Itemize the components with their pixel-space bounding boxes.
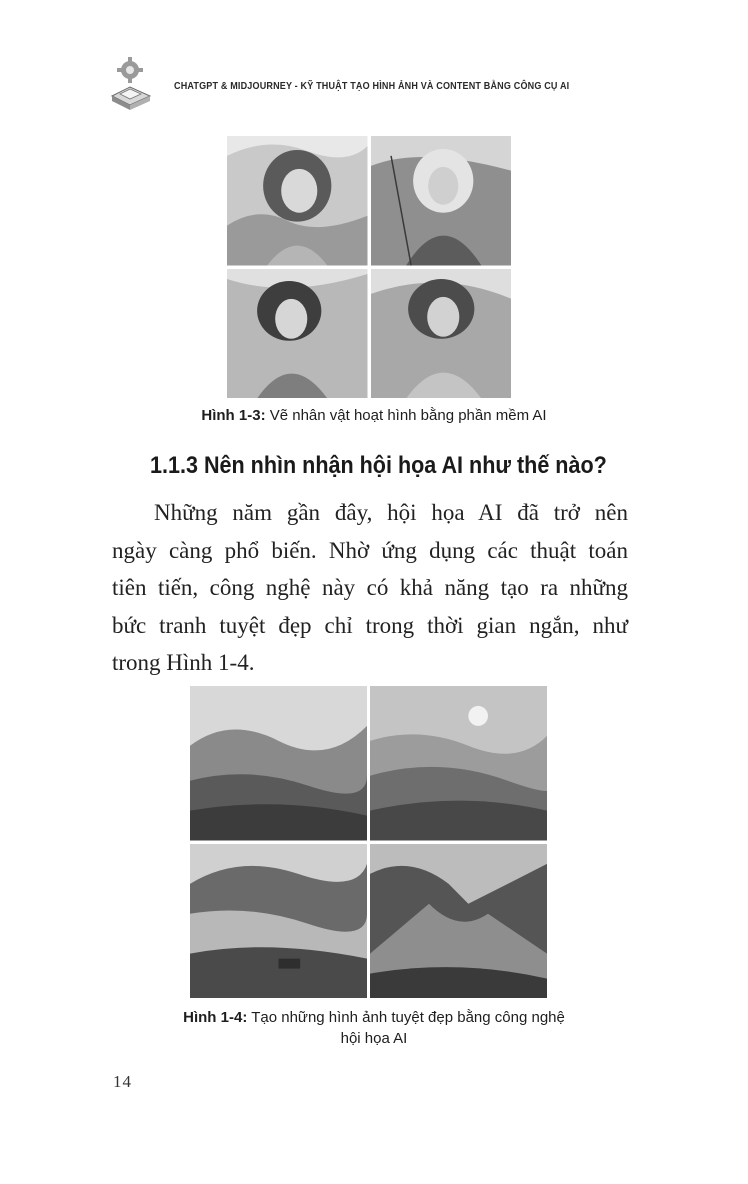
figure-1-4-caption	[90, 1007, 658, 1049]
running-title: CHATGPT & MIDJOURNEY - KỸ THUẬT TẠO HÌNH ẢNH VÀ CONTENT BẰNG CÔNG CỤ AI	[174, 80, 570, 92]
paragraph-line: tiên tiến, công nghệ này có khả năng tạo ra những	[112, 575, 628, 600]
paragraph-line: bức tranh tuyệt đẹp chỉ trong thời gian ngắn, như	[112, 612, 628, 638]
figure-1-3-caption	[100, 405, 648, 426]
figure-1-4-caption-label: Hình 1-4:	[183, 1009, 248, 1026]
figure-1-4-caption-line	[90, 1007, 658, 1028]
figure-1-3-caption-label: Hình 1-3:	[201, 407, 266, 424]
paragraph-line: ngày càng phổ biến. Nhờ ứng dụng các thuật toán	[112, 537, 628, 563]
anime-character-image	[371, 269, 512, 399]
anime-character-image	[371, 136, 512, 266]
landscape-image	[190, 686, 367, 841]
anime-character-image	[227, 136, 368, 266]
landscape-image	[370, 686, 547, 841]
landscape-image	[190, 844, 367, 999]
anime-character-image	[227, 269, 368, 399]
gear-on-book-icon	[108, 56, 154, 112]
figure-1-3-image-grid	[227, 136, 511, 398]
body-paragraph	[112, 494, 628, 682]
paragraph-line: trong Hình 1-4.	[112, 650, 255, 675]
figure-1-4-caption-text-line2: hội họa AI	[340, 1030, 408, 1047]
landscape-image	[370, 844, 547, 999]
section-heading: 1.1.3 Nên nhìn nhận hội họa AI như thế nào?	[150, 452, 607, 479]
figure-1-4-caption-text: Tạo những hình ảnh tuyệt đẹp bằng công nghệ	[247, 1009, 565, 1026]
figure-1-4-image-grid	[190, 686, 547, 998]
page-number: 14	[113, 1072, 132, 1091]
page-header	[108, 56, 628, 112]
paragraph-line: Những năm gần đây, hội họa AI đã trở nên	[154, 500, 628, 525]
figure-1-3-caption-text: Vẽ nhân vật hoạt hình bằng phần mềm AI	[265, 407, 547, 424]
